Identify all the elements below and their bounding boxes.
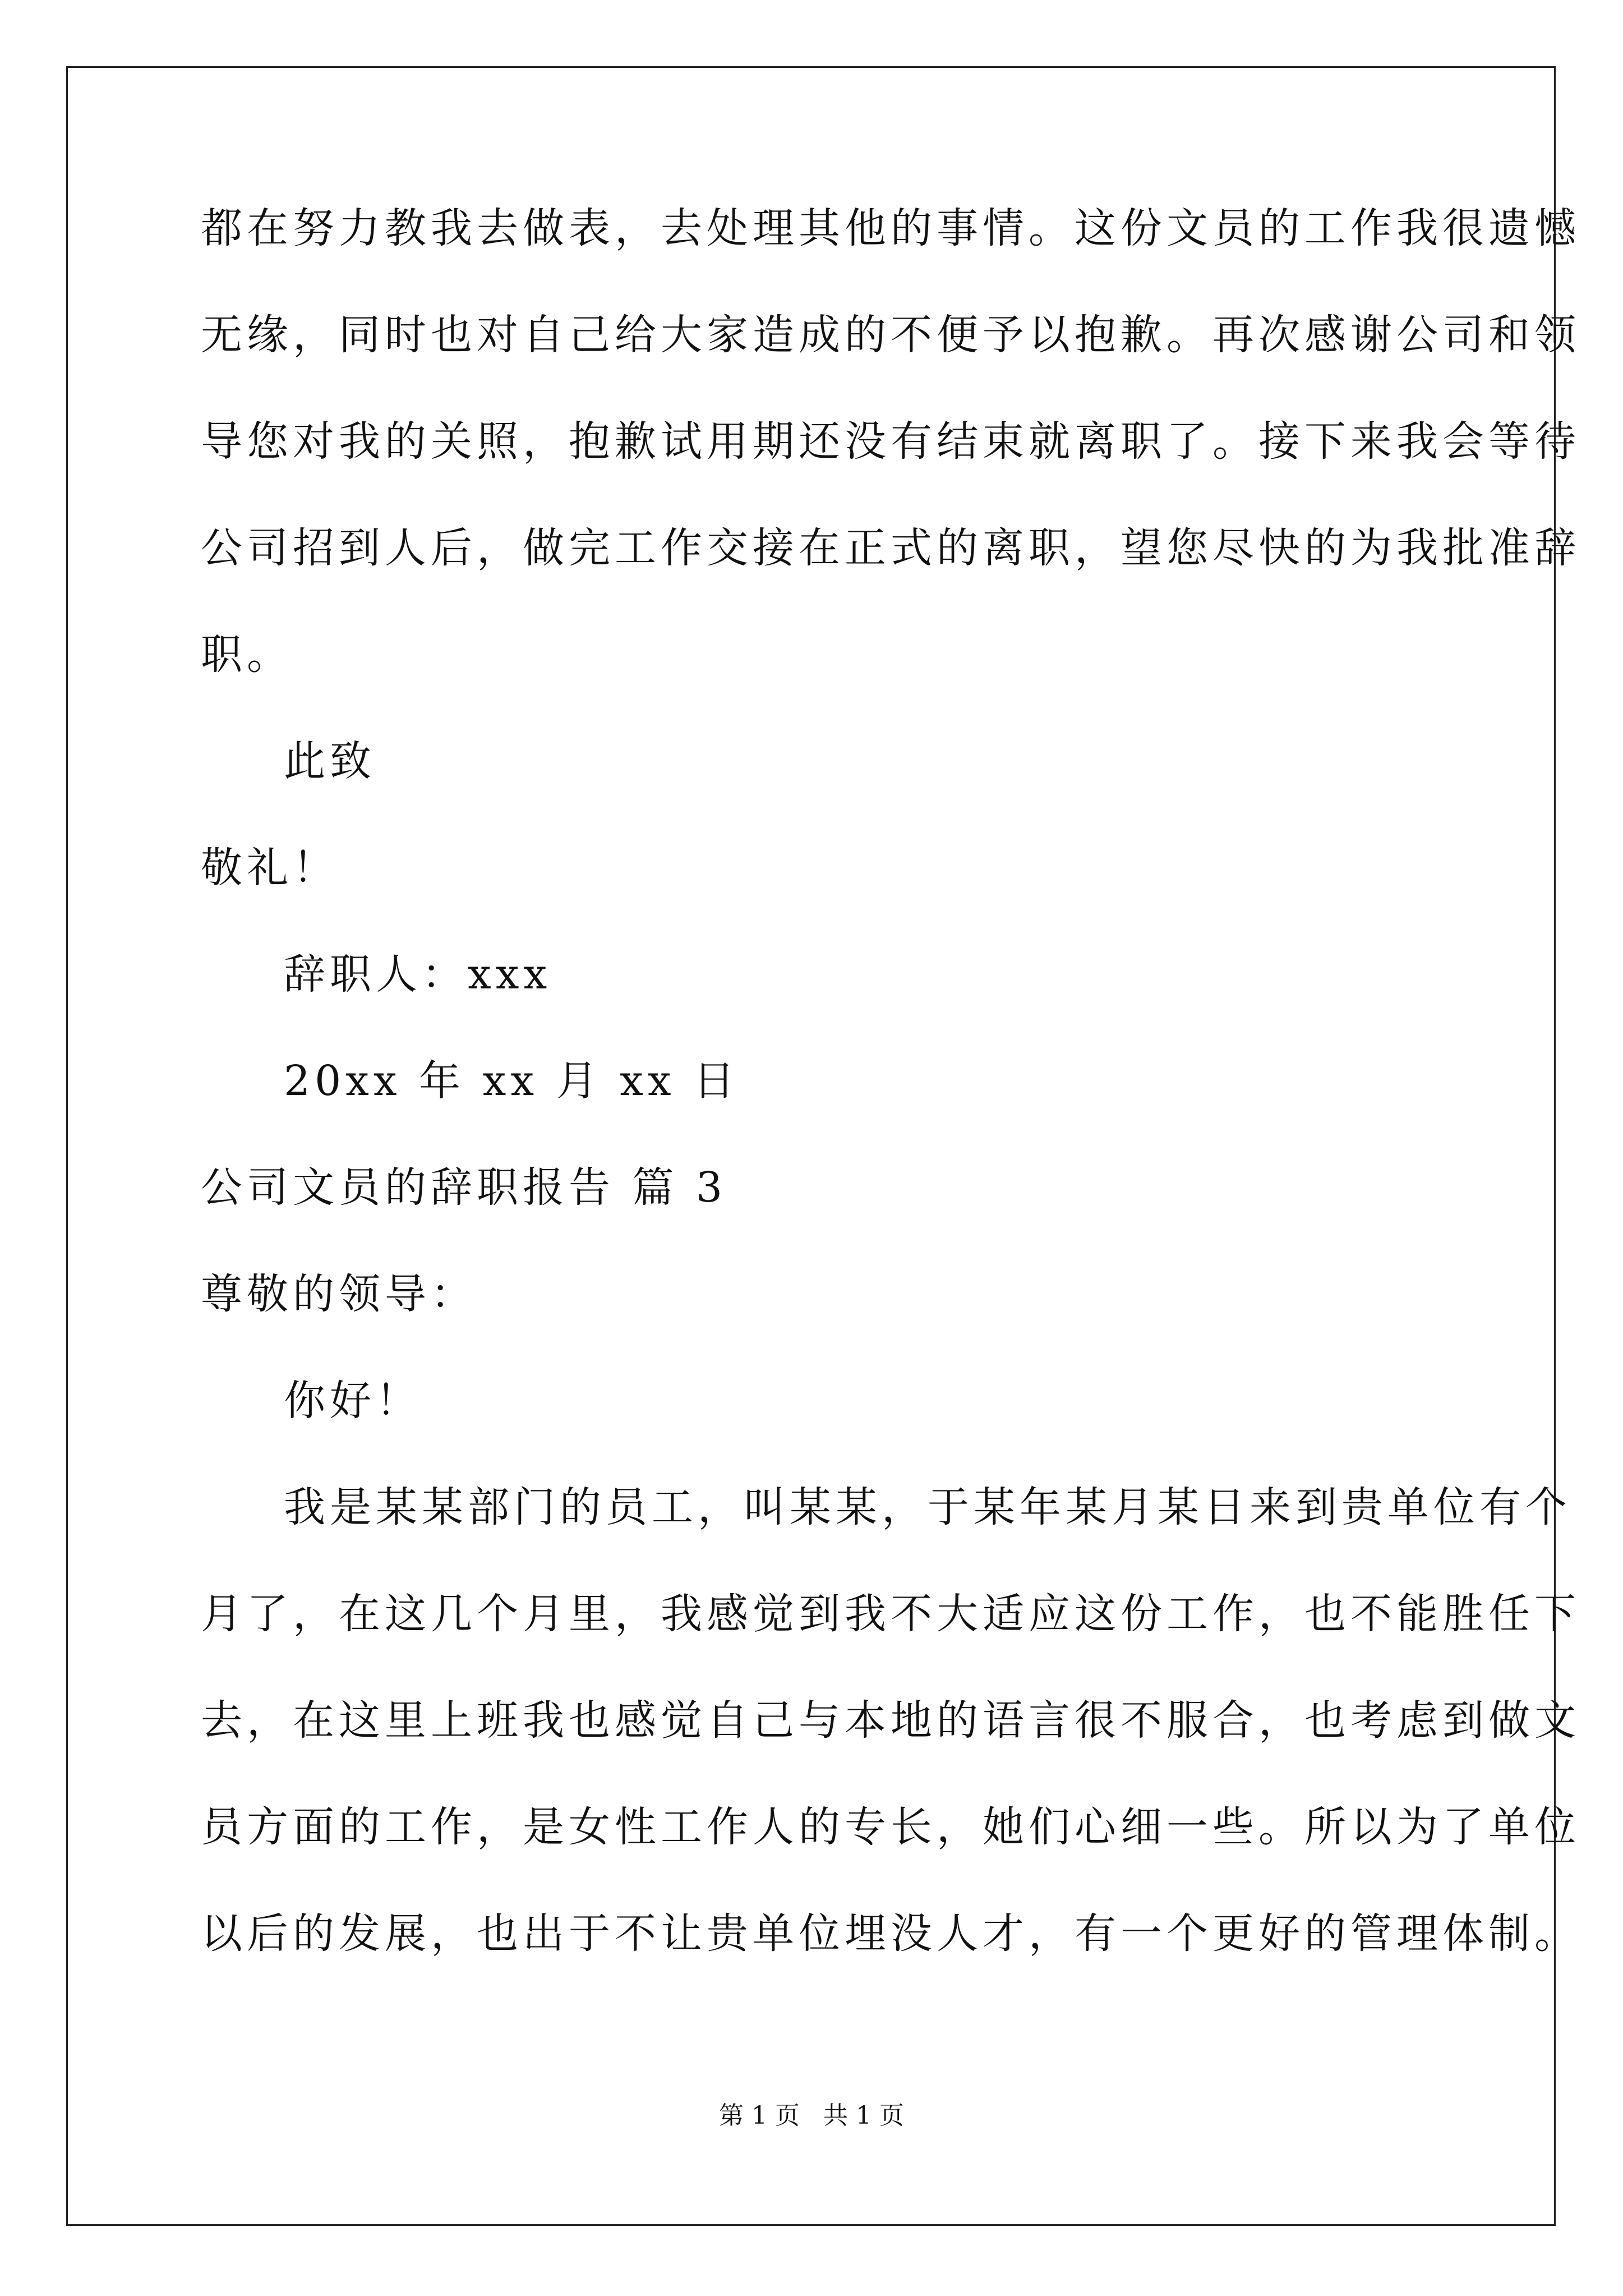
body-line: 职。	[201, 631, 293, 679]
signature-line: 辞职人：xxx	[284, 950, 552, 999]
body-line: 我是某某部门的员工，叫某某，于某年某月某日来到贵单位有个	[284, 1483, 1571, 1531]
body-line: 月了，在这几个月里，我感觉到我不大适应这份工作，也不能胜任下	[201, 1590, 1580, 1638]
section-heading: 公司文员的辞职报告 篇 3	[201, 1163, 727, 1212]
document-body	[201, 204, 1580, 2019]
body-line: 员方面的工作，是女性工作人的专长，她们心细一些。所以为了单位	[201, 1803, 1580, 1851]
greeting-hello: 你好！	[284, 1377, 422, 1425]
body-line: 都在努力教我去做表，去处理其他的事情。这份文员的工作我很遗憾	[201, 204, 1580, 252]
closing-salutation: 此致	[284, 737, 376, 785]
page-number-footer: 第 1 页 共 1 页	[719, 2101, 904, 2130]
body-line: 公司招到人后，做完工作交接在正式的离职，望您尽快的为我批准辞	[201, 524, 1580, 572]
closing-regards: 敬礼！	[201, 844, 339, 892]
date-line: 20xx 年 xx 月 xx 日	[284, 1057, 740, 1105]
body-line: 以后的发展，也出于不让贵单位埋没人才，有一个更好的管理体制。	[201, 1910, 1580, 1958]
body-line: 无缘，同时也对自己给大家造成的不便予以抱歉。再次感谢公司和领	[201, 311, 1580, 359]
greeting-recipient: 尊敬的领导：	[201, 1270, 477, 1318]
body-line: 导您对我的关照，抱歉试用期还没有结束就离职了。接下来我会等待	[201, 417, 1580, 466]
body-line: 去，在这里上班我也感觉自己与本地的语言很不服合，也考虑到做文	[201, 1696, 1580, 1745]
